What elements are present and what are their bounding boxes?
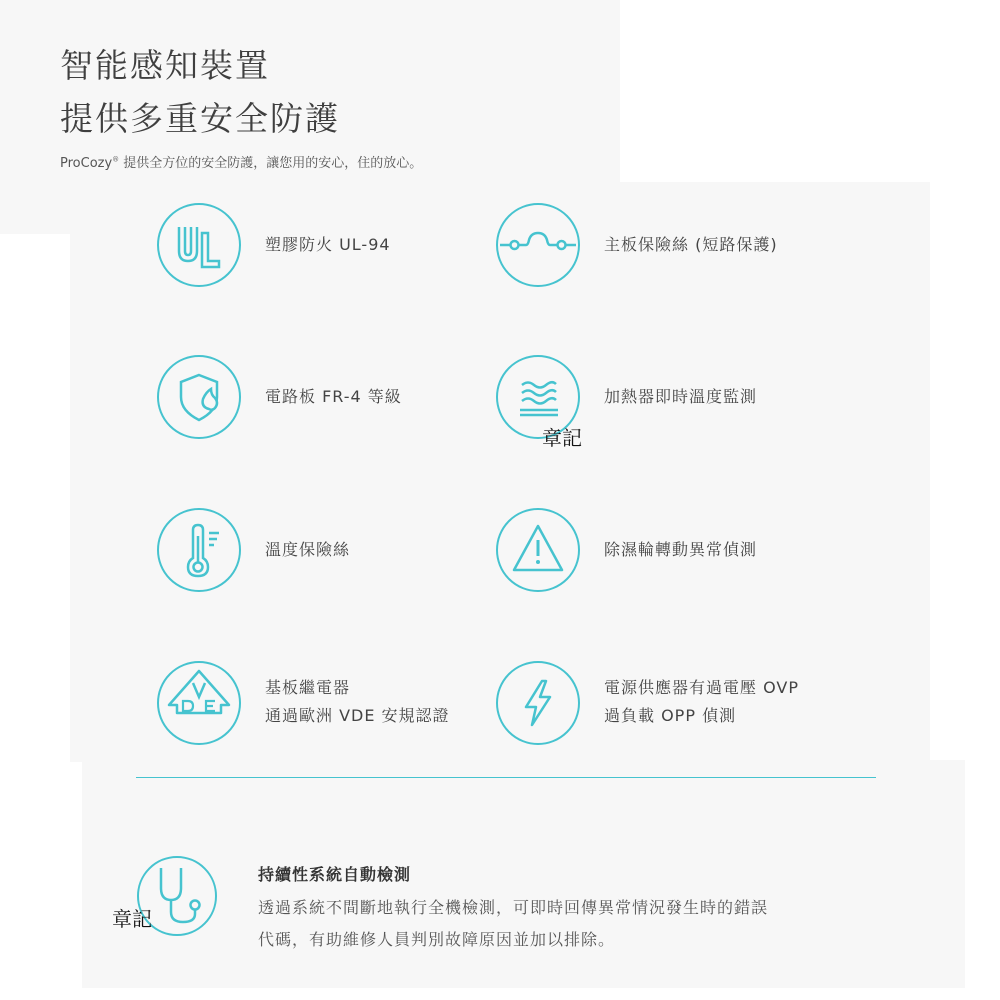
auto-check-desc-line1: 透過系統不間斷地執行全機檢測，可即時回傳異常情況發生時的錯誤	[258, 898, 769, 917]
stamp-text: 章記	[112, 907, 152, 931]
feature-label	[265, 674, 450, 730]
feature-label: 溫度保險絲	[265, 540, 351, 559]
auto-check-title: 持續性系統自動檢測	[258, 865, 412, 884]
feature-label: 加熱器即時溫度監測	[604, 387, 758, 406]
fuse-icon	[496, 203, 580, 287]
feature-label: 除濕輪轉動異常偵測	[604, 540, 758, 559]
feature-label-line2: 過負載 OPP 偵測	[604, 706, 737, 725]
feature-label-line1: 電源供應器有過電壓 OVP	[604, 678, 799, 697]
vde-logo-icon	[157, 661, 241, 745]
feature-label	[604, 674, 799, 730]
feature-ul94	[157, 203, 497, 293]
feature-pcb-fr4	[157, 355, 497, 445]
feature-thermal-fuse	[157, 508, 497, 598]
ul-logo-icon	[157, 203, 241, 287]
feature-label: 主板保險絲 (短路保護)	[604, 235, 778, 254]
feature-vde-relay	[157, 661, 497, 751]
feature-label-line1: 基板繼電器	[265, 678, 351, 697]
warning-triangle-icon	[496, 508, 580, 592]
section-divider	[136, 777, 876, 778]
shield-fire-icon	[157, 355, 241, 439]
thermometer-icon	[157, 508, 241, 592]
feature-label: 塑膠防火 UL-94	[265, 235, 391, 254]
feature-ovp-opp	[496, 661, 836, 751]
stamp-text: 章記	[542, 426, 582, 450]
auto-check-description	[258, 892, 768, 956]
feature-label: 電路板 FR-4 等級	[265, 387, 402, 406]
intro-sentence: 提供全方位的安全防護，讓您用的安心，住的放心。	[119, 156, 423, 171]
feature-mainboard-fuse	[496, 203, 836, 293]
headline-line-1: 智能感知裝置	[60, 46, 270, 85]
headline-line-2: 提供多重安全防護	[60, 99, 340, 138]
registered-mark: ®	[112, 155, 120, 164]
brand-name: ProCozy	[60, 156, 113, 171]
feature-label-line2: 通過歐洲 VDE 安規認證	[265, 706, 450, 725]
auto-check-desc-line2: 代碼，有助維修人員判別故障原因並加以排除。	[258, 930, 616, 949]
feature-wheel-abnormal	[496, 508, 836, 598]
intro-text	[60, 152, 422, 171]
lightning-icon	[496, 661, 580, 745]
